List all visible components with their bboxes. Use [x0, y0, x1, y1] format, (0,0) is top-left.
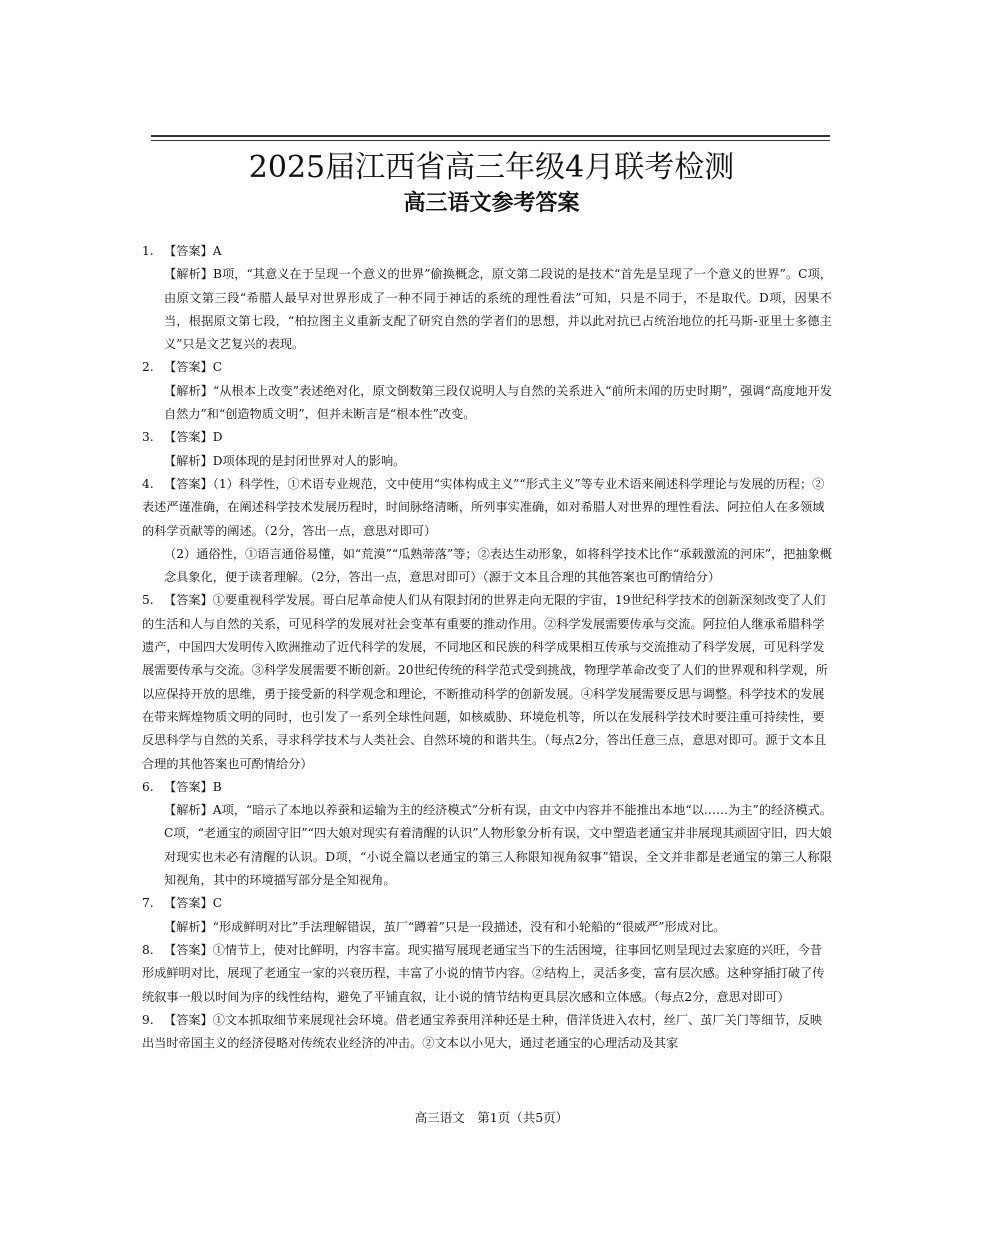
question-1: [142, 240, 832, 356]
question-number: 2.: [142, 360, 154, 375]
answer-line: 【答案】A: [164, 244, 222, 258]
question-number: 1.: [142, 244, 154, 258]
question-2: [142, 356, 832, 426]
question-6: [142, 776, 832, 892]
answer-line: 【答案】①文本抓取细节来展现社会环境。借老通宝养蚕用洋种还是土种，借洋货进入农村，丝厂、茧厂关门等细节，反映出当时帝国主义的经济侵略对传统农业经济的冲击。②文本以小见大，通过老通宝的心理活动及其家: [142, 1012, 823, 1051]
question-number: 8.: [142, 942, 154, 957]
question-number: 5.: [142, 593, 154, 608]
question-7: [142, 892, 832, 939]
question-number: 9.: [142, 1012, 154, 1027]
question-number: 4.: [142, 476, 154, 491]
top-rule-thick: [151, 135, 830, 137]
answer-line: 【答案】①要重视科学发展。哥白尼革命使人们从有限封闭的世界走向无限的宇宙，19世纪科学技术的创新深刻改变了人们的生活和人与自然的关系，可见科学的发展对社会变革有重要的推动作用。②科学发展需要传承与交流。阿拉伯人继承希腊科学遗产，中国四大发明传入欧洲推动了近代科学的发展，不同地区和民族的科学成果相互传承与交流推动了科学发展，可见科学发展需要传承与交流。③科学发展需要不断创新。20世纪传统的科学范式受到挑战，物理学革命改变了人们的世界观和科学观，所以应保持开放的思维，勇于接受新的科学观念和理论，不断推动科学的创新发展。④科学发展需要反思与调整。科学技术的发展在带来辉煌物质文明的同时，也引发了一系列全球性问题，如核威胁、环境危机等，所以在发展科学技术时要注重可持续性，要反思科学与自然的关系，寻求科学技术与人类社会、自然环境的和谐共生。（每点2分，答出任意三点，意思对即可。源于文本且合理的其他答案也可酌情给分）: [142, 593, 828, 771]
answer-line: 【答案】D: [164, 430, 223, 445]
document-subtitle: 高三语文参考答案: [403, 191, 580, 216]
analysis-line: 【解析】“从根本上改变”表述绝对化，原文倒数第三段仅说明人与自然的关系进入“前所未闻的历史时期”，强调“高度地开发自然力”和“创造物质文明”，但并未断言是“根本性”改变。: [164, 383, 832, 422]
answer-line: 【答案】（1）科学性，①术语专业规范，文中使用“实体构成主义”“形式主义”等专业术语来阐述科学理论与发展的历程；②表述严谨准确，在阐述科学技术发展历程时，时间脉络清晰，所列事实准确，如对希腊人对世界的理性看法、阿拉伯人在多领域的科学贡献等的阐述。（2分，答出一点，意思对即可）: [142, 476, 825, 538]
question-5: [142, 589, 832, 775]
answer-line: 【答案】C: [164, 896, 223, 911]
question-3: [142, 426, 832, 473]
question-9: [142, 1009, 832, 1056]
analysis-line: 【解析】B项，“其意义在于呈现一个意义的世界”偷换概念，原文第二段说的是技术“首先是呈现了一个意义的世界”。C项，由原文第三段“希腊人最早对世界形成了一种不同于神话的系统的理性看法”可知，只是不同于，不是取代。D项，因果不当，根据原文第七段，“柏拉图主义重新支配了研究自然的学者们的思想，并以此对抗已占统治地位的托马斯-亚里士多德主义”只是文艺复兴的表现。: [164, 267, 832, 352]
answer-line: 【答案】①情节上，使对比鲜明，内容丰富。现实描写展现老通宝当下的生活困境，往事回忆则呈现过去家庭的兴旺，今昔形成鲜明对比，展现了老通宝一家的兴衰历程，丰富了小说的情节内容。②结构上，灵活多变，富有层次感。这种穿插打破了传统叙事一般以时间为序的线性结构，避免了平铺直叙，让小说的情节结构更具层次感和立体感。（每点2分，意思对即可）: [142, 942, 825, 1004]
answer-line: 【答案】B: [164, 779, 222, 794]
answer-line-2: （2）通俗性，①语言通俗易懂，如“荒漠”“瓜熟蒂落”等；②表达生动形象，如将科学技术比作“承载激流的河床”，把抽象概念具象化，便于读者理解。（2分，答出一点，意思对即可）（源于文本且合理的其他答案也可酌情给分）: [164, 546, 832, 585]
analysis-line: 【解析】A项，“暗示了本地以养蚕和运输为主的经济模式”分析有误，由文中内容并不能推出本地“以……为主”的经济模式。C项，“老通宝的顽固守旧”“四大娘对现实有着清醒的认识”人物形象分析有误，文中塑造老通宝并非展现其顽固守旧，四大娘对现实也未必有清醒的认识。D项，“小说全篇以老通宝的第三人称限知视角叙事”错误，全文并非都是老通宝的第三人称限知视角，其中的环境描写部分是全知视角。: [164, 803, 832, 888]
question-number: 7.: [142, 896, 154, 911]
answer-body: [142, 240, 832, 1055]
question-number: 6.: [142, 779, 154, 794]
document-title: 2025届江西省高三年级4月联考检测: [248, 150, 735, 185]
page-footer: 高三语文 第1页（共5页）: [414, 1110, 569, 1125]
analysis-line: 【解析】D项体现的是封闭世界对人的影响。: [164, 453, 406, 468]
analysis-line: 【解析】“形成鲜明对比”手法理解错误，茧厂“蹲着”只是一段描述，没有和小轮船的“很威严”形成对比。: [164, 919, 726, 934]
question-4: [142, 473, 832, 589]
question-8: [142, 939, 832, 1009]
question-number: 3.: [142, 430, 154, 445]
top-rule-thin: [151, 140, 830, 141]
answer-line: 【答案】C: [164, 360, 223, 375]
